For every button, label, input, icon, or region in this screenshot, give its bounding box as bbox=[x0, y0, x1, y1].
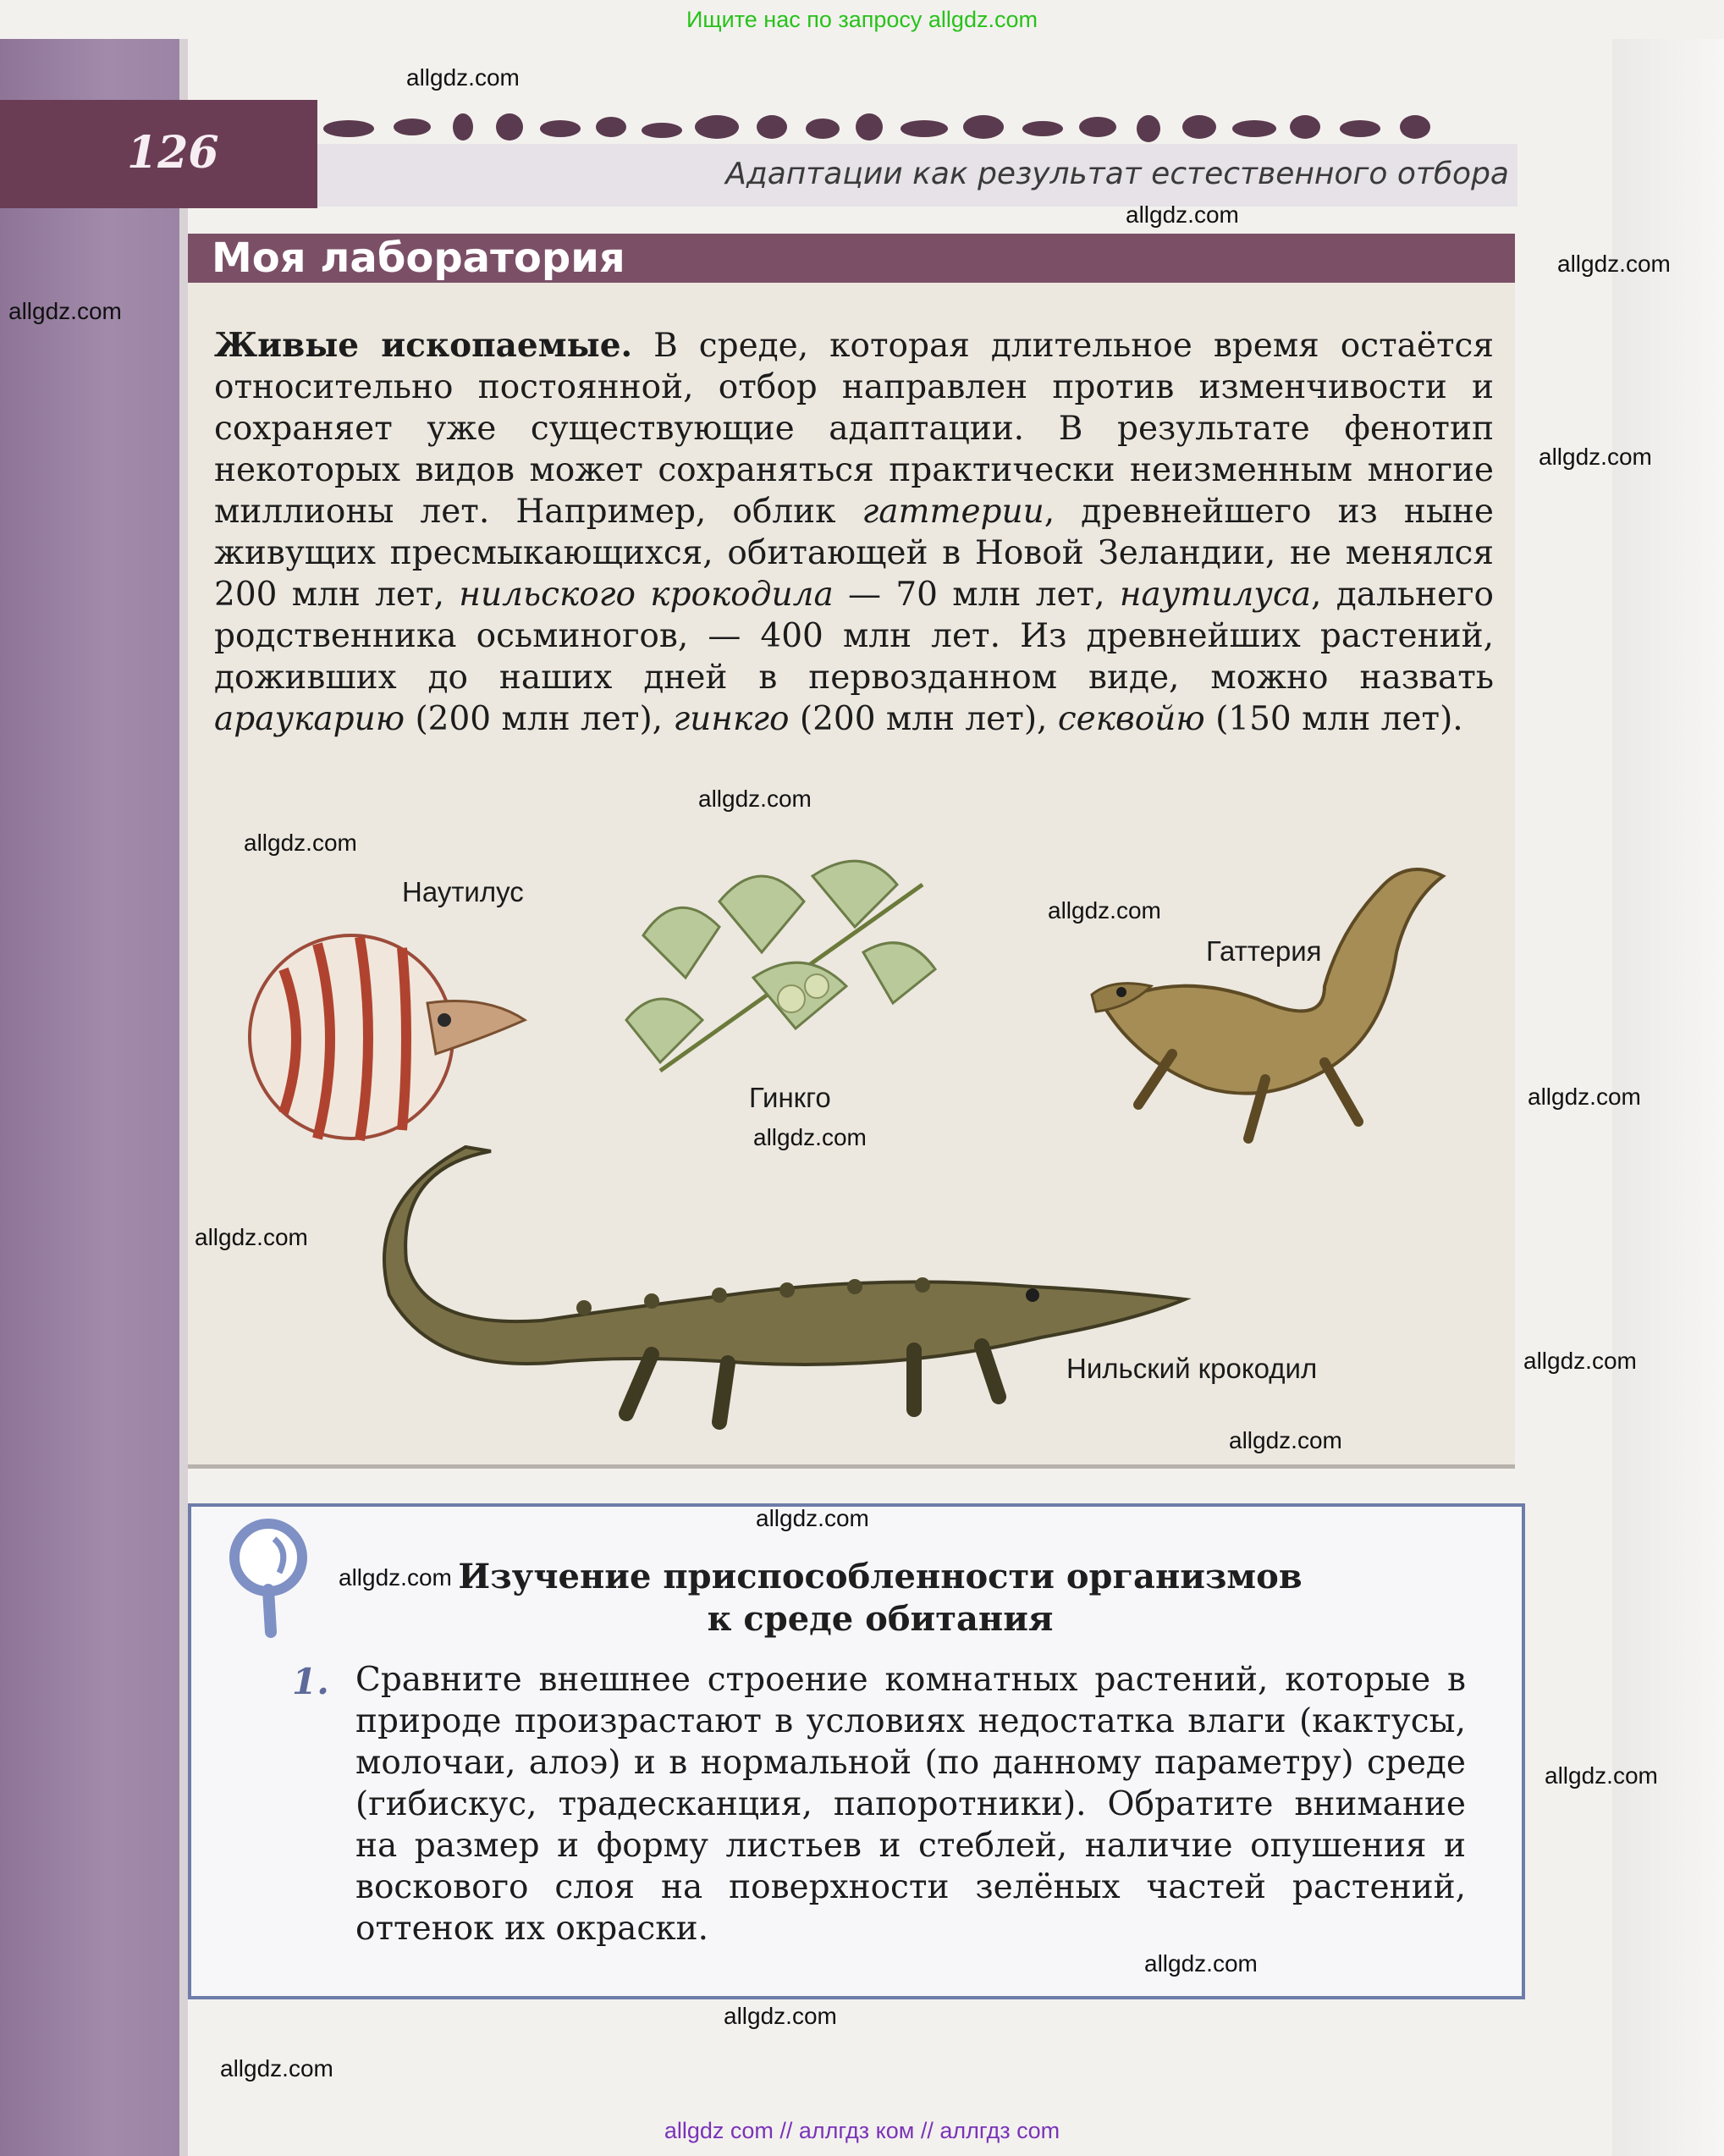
watermark: allgdz.com bbox=[1048, 897, 1161, 924]
animal-icon bbox=[453, 113, 473, 141]
watermark: allgdz.com bbox=[724, 2003, 837, 2029]
study-title-line1: Изучение приспособленности организмов bbox=[458, 1557, 1303, 1596]
animal-icon bbox=[757, 115, 787, 139]
animal-icon bbox=[496, 113, 523, 141]
watermark: allgdz.com bbox=[1126, 201, 1239, 228]
magnifier-icon bbox=[222, 1514, 323, 1640]
lab-text-part: В среде, которая длительное время остаётся относительно постоянной, отбор направлен против изменчивости и сохраняет уже существующие адаптации. В результате фенотип некоторых видов может сохраняться практически неизменным многие миллионы лет. Например, облик bbox=[214, 327, 1495, 531]
lab-heading: Моя лаборатория bbox=[212, 234, 625, 282]
animal-icon bbox=[596, 117, 626, 137]
top-banner[interactable]: Ищите нас по запросу allgdz.com bbox=[686, 7, 1038, 32]
animal-icon bbox=[856, 113, 883, 141]
animal-icon bbox=[1232, 120, 1276, 137]
animal-icon bbox=[642, 123, 682, 138]
animal-icon bbox=[1182, 115, 1216, 139]
page-number: 126 bbox=[127, 127, 219, 179]
caption-crocodile: Нильский крокодил bbox=[1066, 1353, 1318, 1384]
study-title bbox=[440, 1556, 1320, 1640]
crocodile-illustration bbox=[372, 1126, 1202, 1431]
task-text: Сравните внешнее строение комнатных растений, которые в природе произрастают в условиях недостатка влаги (кактусы, молочаи, алоэ) и в нормальной (по данному параметру) среде (гибискус, традесканция, папоротники). Обратите внимание на размер и форму листьев и стеблей, наличие опушения и воскового слоя на поверхности зелёных частей растений, оттенок их окраски. bbox=[355, 1661, 1466, 1948]
watermark: allgdz.com bbox=[8, 298, 122, 324]
animal-icon bbox=[323, 120, 374, 137]
animal-icon bbox=[963, 115, 1004, 139]
watermark: allgdz.com bbox=[195, 1224, 308, 1250]
watermark: allgdz.com bbox=[220, 2055, 333, 2082]
watermark: allgdz.com bbox=[1557, 251, 1671, 277]
watermark: allgdz.com bbox=[1528, 1084, 1641, 1110]
animal-icon bbox=[1400, 115, 1430, 139]
animal-icon bbox=[695, 115, 739, 139]
lab-text-part: , древнейшего из ныне живущих пресмыкающихся, обитающей в Новой Зеландии, не менялся 200 млн лет, bbox=[214, 493, 1494, 614]
lab-text-part: — 70 млн лет, bbox=[833, 576, 1120, 614]
caption-ginkgo: Гинкго bbox=[749, 1082, 831, 1113]
watermark: allgdz.com bbox=[753, 1124, 867, 1150]
watermark: allgdz.com bbox=[1144, 1950, 1258, 1977]
watermark: allgdz.com bbox=[756, 1505, 869, 1531]
chapter-title: Адаптации как результат естественного отбора bbox=[725, 157, 1509, 191]
lab-text-part: (200 млн лет), bbox=[789, 700, 1058, 738]
caption-nautilus: Наутилус bbox=[402, 876, 524, 907]
ginkgo-illustration bbox=[609, 851, 939, 1088]
watermark: allgdz.com bbox=[406, 64, 520, 91]
watermark: allgdz.com bbox=[1229, 1427, 1342, 1453]
animal-silhouettes bbox=[315, 102, 1466, 152]
term-crocodile: нильского крокодила bbox=[459, 576, 834, 614]
watermark: allgdz.com bbox=[1539, 444, 1652, 470]
animal-icon bbox=[901, 120, 948, 137]
animal-icon bbox=[1079, 117, 1116, 137]
term-nautilus: наутилуса bbox=[1119, 576, 1312, 614]
term-tuatara: гаттерии bbox=[862, 493, 1044, 531]
watermark: allgdz.com bbox=[1545, 1762, 1658, 1789]
nautilus-illustration bbox=[233, 910, 537, 1147]
ginkgo-leaves bbox=[626, 861, 935, 1062]
lab-text-part: (200 млн лет), bbox=[405, 700, 674, 738]
watermark: allgdz.com bbox=[698, 786, 812, 812]
term-araucaria: араукарию bbox=[214, 700, 405, 738]
lab-text-part: (150 млн лет). bbox=[1204, 700, 1463, 738]
page-side-strip bbox=[0, 39, 179, 2156]
animal-icon bbox=[540, 120, 581, 137]
animal-icon bbox=[1022, 121, 1063, 136]
animal-icon bbox=[806, 119, 840, 139]
animal-icon bbox=[1340, 120, 1380, 137]
term-sequoia: секвойю bbox=[1057, 700, 1205, 738]
lab-text-part: , дальнего родственника осьминогов, — 400 млн лет. Из древнейших растений, доживших до наших дней в первозданном виде, можно назвать bbox=[214, 576, 1494, 697]
animal-icon bbox=[1137, 115, 1160, 142]
watermark: allgdz.com bbox=[244, 830, 357, 856]
caption-tuatara: Гаттерия bbox=[1206, 935, 1322, 967]
animal-silhouette-icons bbox=[323, 113, 1430, 142]
term-ginkgo: гинкго bbox=[673, 700, 790, 738]
page-gutter bbox=[179, 39, 188, 2156]
animal-icon bbox=[1290, 115, 1320, 139]
bottom-footer[interactable]: allgdz com // аллгдз ком // аллгдз com bbox=[664, 2118, 1060, 2143]
study-title-line2: к среде обитания bbox=[707, 1599, 1054, 1639]
lab-lead: Живые ископаемые. bbox=[214, 326, 633, 365]
task-number: 1. bbox=[292, 1661, 329, 1702]
watermark: allgdz.com bbox=[339, 1564, 452, 1591]
animal-icon bbox=[394, 119, 431, 135]
watermark: allgdz.com bbox=[1523, 1348, 1637, 1374]
lab-paragraph bbox=[214, 325, 1494, 740]
